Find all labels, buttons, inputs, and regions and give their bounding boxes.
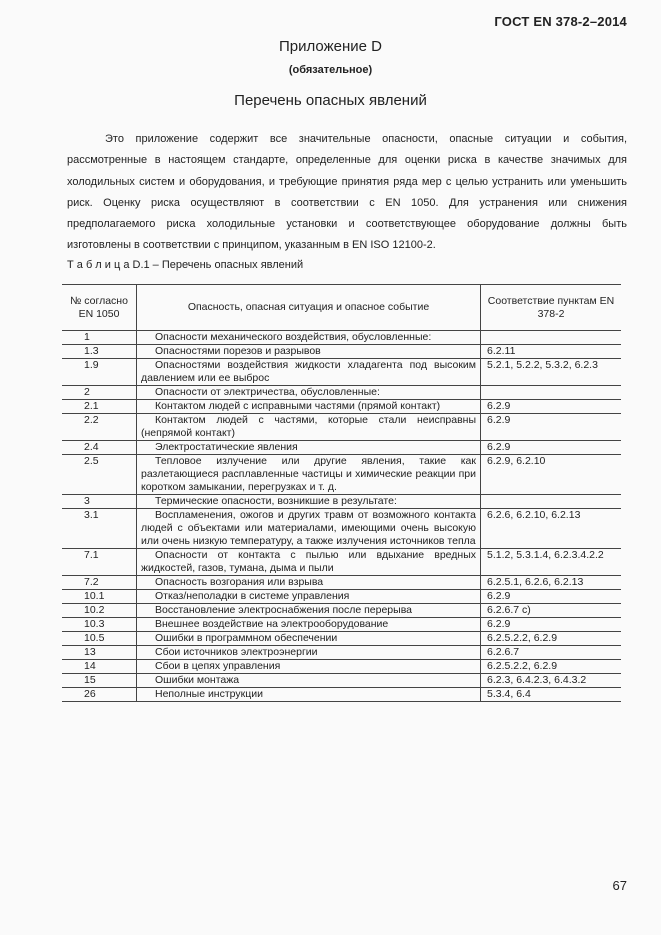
row-ref: 5.1.2, 5.3.1.4, 6.2.3.4.2.2 <box>481 549 622 576</box>
row-num: 2.1 <box>62 400 137 414</box>
table-row <box>62 386 621 400</box>
row-hazard: Опасностями порезов и разрывов <box>137 345 481 359</box>
row-hazard: Опасности механического воздействия, обусловленные: <box>137 331 481 345</box>
row-num: 10.2 <box>62 604 137 618</box>
table-row <box>62 549 621 576</box>
row-num: 13 <box>62 646 137 660</box>
row-hazard: Опасности от контакта с пылью или вдыхание вредных жидкостей, газов, тумана, дыма и пыли <box>137 549 481 576</box>
row-hazard: Электростатические явления <box>137 441 481 455</box>
row-num: 10.3 <box>62 618 137 632</box>
row-ref: 6.2.5.2.2, 6.2.9 <box>481 660 622 674</box>
table-row <box>62 495 621 509</box>
row-hazard: Опасностями воздействия жидкости хладагента под высоким давлением или ее выброс <box>137 359 481 386</box>
table-row <box>62 414 621 441</box>
intro-paragraph: Это приложение содержит все значительные опасности, опасные ситуации и события, рассмотренные в настоящем стандарте, определенные для оценки риска в качестве значимых для холодильных систем и оборудования, и требующие принятия ряда мер с целью устранить или уменьшить риск. Оценку риска осуществляют в соответствии с EN 1050. Для устранения или снижения предполагаемого риска холодильные установки и соответствующее оборудование должны быть изготовлены в соответствии с принципом, указанным в EN ISO 12100-2. <box>67 133 627 252</box>
header-ref: Соответствие пунктам EN 378-2 <box>481 285 622 331</box>
appendix-title: Приложение D <box>279 38 382 55</box>
row-hazard: Сбои в цепях управления <box>137 660 481 674</box>
table-row <box>62 632 621 646</box>
row-hazard: Тепловое излучение или другие явления, такие как разлетающиеся расплавленные частицы и химические реакции при коротком замыкании, перегрузках и т. д. <box>137 455 481 495</box>
row-ref: 6.2.9 <box>481 618 622 632</box>
table-row <box>62 660 621 674</box>
row-num: 3.1 <box>62 509 137 549</box>
row-ref: 6.2.9 <box>481 590 622 604</box>
row-num: 10.5 <box>62 632 137 646</box>
table-header-row <box>62 285 621 331</box>
table-row <box>62 688 621 702</box>
row-num: 26 <box>62 688 137 702</box>
row-num: 2.5 <box>62 455 137 495</box>
header-hazard: Опасность, опасная ситуация и опасное событие <box>137 285 481 331</box>
row-hazard: Отказ/неполадки в системе управления <box>137 590 481 604</box>
row-hazard: Ошибки в программном обеспечении <box>137 632 481 646</box>
table-row <box>62 345 621 359</box>
row-num: 15 <box>62 674 137 688</box>
row-num: 3 <box>62 495 137 509</box>
row-num: 2.4 <box>62 441 137 455</box>
row-hazard: Опасность возгорания или взрыва <box>137 576 481 590</box>
standard-designation: ГОСТ EN 378-2–2014 <box>494 14 627 29</box>
appendix-heading: Перечень опасных явлений <box>234 92 427 109</box>
row-ref: 6.2.6.7 с) <box>481 604 622 618</box>
table-row <box>62 509 621 549</box>
row-ref <box>481 386 622 400</box>
row-ref: 5.2.1, 5.2.2, 5.3.2, 6.2.3 <box>481 359 622 386</box>
appendix-subtitle: (обязательное) <box>288 64 373 76</box>
table-row <box>62 359 621 386</box>
row-ref <box>481 495 622 509</box>
row-hazard: Опасности от электричества, обусловленные: <box>137 386 481 400</box>
row-ref: 6.2.6, 6.2.10, 6.2.13 <box>481 509 622 549</box>
row-ref: 6.2.9 <box>481 414 622 441</box>
row-num: 1.3 <box>62 345 137 359</box>
row-ref <box>481 331 622 345</box>
page-number: 67 <box>612 878 627 893</box>
table-row <box>62 646 621 660</box>
row-hazard: Восстановление электроснабжения после перерыва <box>137 604 481 618</box>
row-num: 1 <box>62 331 137 345</box>
table-row <box>62 576 621 590</box>
row-hazard: Сбои источников электроэнергии <box>137 646 481 660</box>
table-row <box>62 618 621 632</box>
row-num: 14 <box>62 660 137 674</box>
table-row <box>62 455 621 495</box>
table-row <box>62 400 621 414</box>
row-num: 2 <box>62 386 137 400</box>
row-hazard: Контактом людей с частями, которые стали неисправны (непрямой контакт) <box>137 414 481 441</box>
row-ref: 5.3.4, 6.4 <box>481 688 622 702</box>
row-hazard: Контактом людей с исправными частями (прямой контакт) <box>137 400 481 414</box>
row-num: 2.2 <box>62 414 137 441</box>
row-ref: 6.2.5.1, 6.2.6, 6.2.13 <box>481 576 622 590</box>
row-ref: 6.2.9 <box>481 400 622 414</box>
header-num: № согласно EN 1050 <box>62 285 137 331</box>
row-num: 1.9 <box>62 359 137 386</box>
row-hazard: Неполные инструкции <box>137 688 481 702</box>
table-row <box>62 590 621 604</box>
row-ref: 6.2.11 <box>481 345 622 359</box>
table-row <box>62 331 621 345</box>
hazards-table <box>62 284 621 702</box>
row-hazard: Ошибки монтажа <box>137 674 481 688</box>
row-ref: 6.2.6.7 <box>481 646 622 660</box>
row-ref: 6.2.5.2.2, 6.2.9 <box>481 632 622 646</box>
row-ref: 6.2.9, 6.2.10 <box>481 455 622 495</box>
table-row <box>62 604 621 618</box>
row-num: 7.2 <box>62 576 137 590</box>
table-row <box>62 674 621 688</box>
table-row <box>62 441 621 455</box>
row-num: 10.1 <box>62 590 137 604</box>
row-ref: 6.2.3, 6.4.2.3, 6.4.3.2 <box>481 674 622 688</box>
row-num: 7.1 <box>62 549 137 576</box>
row-hazard: Термические опасности, возникшие в результате: <box>137 495 481 509</box>
row-hazard: Внешнее воздействие на электрооборудование <box>137 618 481 632</box>
row-hazard: Воспламенения, ожогов и других травм от возможного контакта людей с объектами или материалами, имеющими очень высокую или очень низкую температуру, а также излучения источников тепла <box>137 509 481 549</box>
row-ref: 6.2.9 <box>481 441 622 455</box>
table-caption: Т а б л и ц а D.1 – Перечень опасных явлений <box>67 259 304 271</box>
